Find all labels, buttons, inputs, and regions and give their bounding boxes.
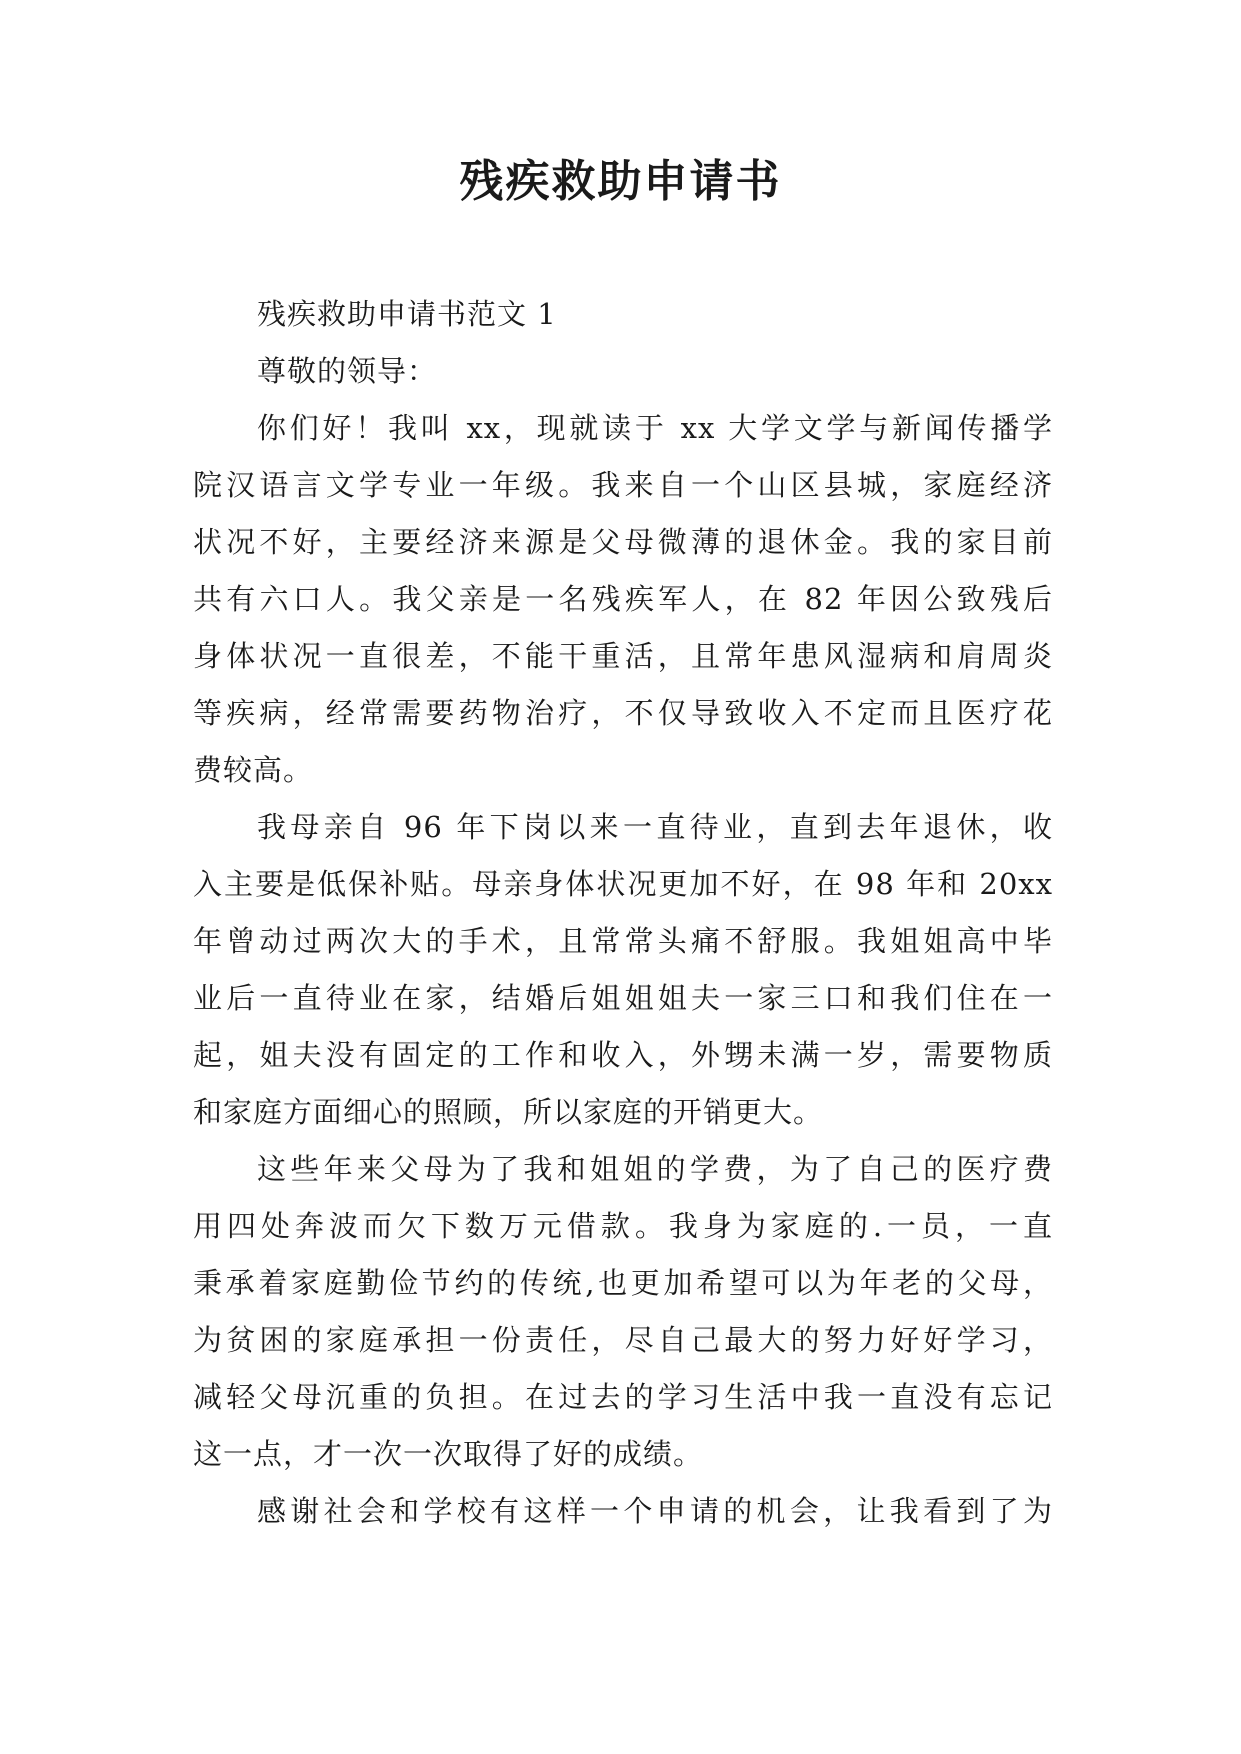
paragraph-line: 这些年来父母为了我和姐姐的学费，为了自己的医疗费 xyxy=(257,1152,1053,1186)
paragraph xyxy=(193,799,1053,1141)
paragraph-line: 业后一直待业在家，结婚后姐姐姐夫一家三口和我们住在一 xyxy=(193,981,1053,1015)
paragraph-line: 为贫困的家庭承担一份责任，尽自己最大的努力好好学习， xyxy=(193,1323,1053,1357)
paragraph-line: 用四处奔波而欠下数万元借款。我身为家庭的.一员，一直 xyxy=(193,1209,1053,1243)
paragraph-line: 等疾病，经常需要药物治疗，不仅导致收入不定而且医疗花 xyxy=(193,696,1053,730)
paragraph-line: 身体状况一直很差，不能干重活，且常年患风湿病和肩周炎 xyxy=(193,639,1053,673)
paragraph-line: 年曾动过两次大的手术，且常常头痛不舒服。我姐姐高中毕 xyxy=(193,924,1053,958)
paragraph-line: 起，姐夫没有固定的工作和收入，外甥未满一岁，需要物质 xyxy=(193,1038,1053,1072)
document-subtitle: 残疾救助申请书范文 1 xyxy=(257,297,557,331)
paragraph-line: 入主要是低保补贴。母亲身体状况更加不好，在 98 年和 20xx xyxy=(193,867,1053,901)
paragraph-line: 共有六口人。我父亲是一名残疾军人，在 82 年因公致残后 xyxy=(193,582,1053,616)
paragraph-line: 和家庭方面细心的照顾，所以家庭的开销更大。 xyxy=(193,1095,824,1129)
paragraph xyxy=(193,1483,1053,1540)
paragraph xyxy=(193,400,1053,799)
paragraph-line: 减轻父母沉重的负担。在过去的学习生活中我一直没有忘记 xyxy=(193,1380,1053,1414)
paragraph-line: 院汉语言文学专业一年级。我来自一个山区县城，家庭经济 xyxy=(193,468,1053,502)
paragraph xyxy=(193,1141,1053,1483)
paragraph-line: 秉承着家庭勤俭节约的传统,也更加希望可以为年老的父母， xyxy=(193,1266,1053,1300)
paragraph-line: 状况不好，主要经济来源是父母微薄的退休金。我的家目前 xyxy=(193,525,1053,559)
paragraph-line: 你们好！我叫 xx，现就读于 xx 大学文学与新闻传播学 xyxy=(257,411,1053,445)
paragraph-line: 我母亲自 96 年下岗以来一直待业，直到去年退休，收 xyxy=(257,810,1053,844)
paragraph-line: 费较高。 xyxy=(193,753,314,787)
document-title: 残疾救助申请书 xyxy=(459,156,782,207)
document-body xyxy=(193,286,1053,1540)
salutation: 尊敬的领导： xyxy=(257,354,438,388)
paragraph-line: 这一点，才一次一次取得了好的成绩。 xyxy=(193,1437,704,1471)
paragraph-line: 感谢社会和学校有这样一个申请的机会，让我看到了为 xyxy=(257,1494,1053,1528)
